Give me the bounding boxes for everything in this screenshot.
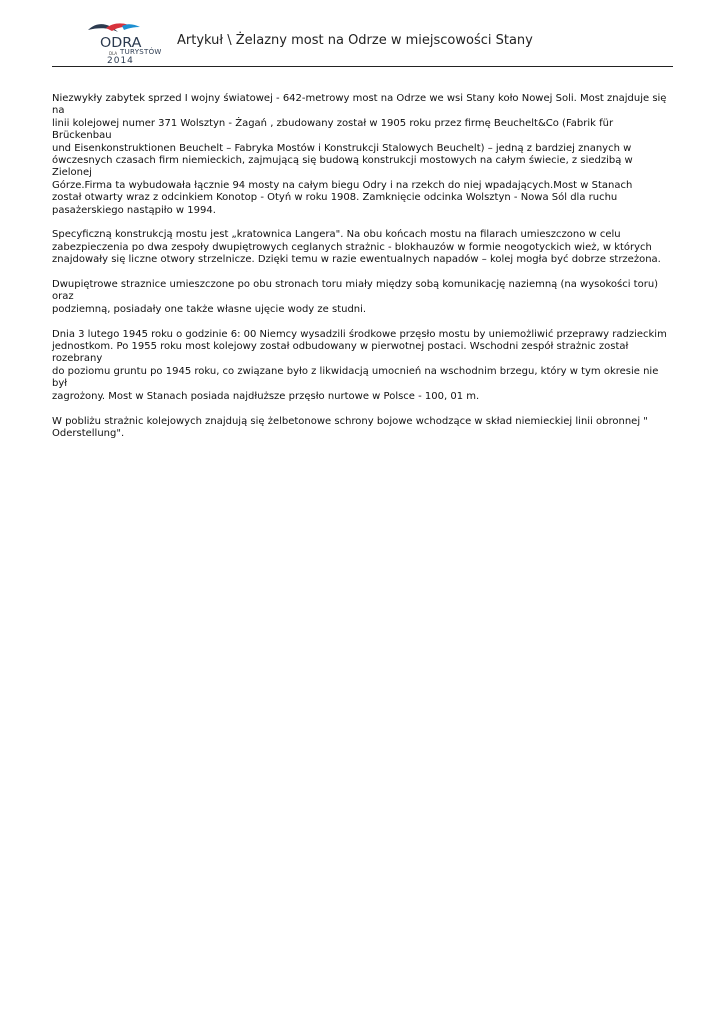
text-line: linii kolejowej numer 371 Wolsztyn - Żagań , zbudowany został w 1905 roku przez firmę Beuchelt&Co (Fabrik für Brückenbau <box>52 117 614 142</box>
page-title: Artykuł \ Żelazny most na Odrze w miejscowości Stany <box>177 33 533 48</box>
text-line: Niezwykły zabytek sprzed I wojny światowej - 642-metrowy most na Odrze we wsi Stany koło Nowej Soli. Most znajduje się na <box>52 93 667 117</box>
paragraph-history <box>52 93 673 217</box>
text-line: Oderstellung". <box>52 427 125 439</box>
page-header <box>52 14 673 67</box>
paragraph-construction <box>52 229 673 266</box>
logo-dla-text: DLA <box>109 51 118 56</box>
text-line: und Eisenkonstruktionen Beuchelt – Fabryka Mostów i Konstrukcji Stalowych Beuchelt) – jedną z bardziej znanych w <box>52 142 632 154</box>
text-line: Górze.Firma ta wybudowała łącznie 94 mosty na całym biegu Odry i na rzekch do niej wpadających.Most w Stanach <box>52 179 633 191</box>
text-line: ówczesnych czasach firm niemieckich, zajmującą się budową konstrukcji mostowych na całym świecie, z siedzibą w Zielonej <box>52 155 633 179</box>
text-line: pasażerskiego nastąpiło w 1994. <box>52 204 216 216</box>
text-line: zabezpieczenia po dwa zespoły dwupiętrowych ceglanych strażnic - blokhauzów w formie neogotyckich wież, w których <box>52 241 652 253</box>
text-line: został otwarty wraz z odcinkiem Konotop - Otyń w roku 1908. Zamknięcie odcinka Wolsztyn - Nowa Sól dla ruchu <box>52 192 618 204</box>
text-line: znajdowały się liczne otwory strzelnicze. Dzięki temu w razie ewentualnych napadów – kolej mogła być dobrze strzeżona. <box>52 254 661 266</box>
text-line: jednostkom. Po 1955 roku most kolejowy został odbudowany w pierwotnej postaci. Wschodni zespół strażnic został rozebrany <box>52 341 629 365</box>
text-line: zagrożony. Most w Stanach posiada najdłuższe przęsło nurtowe w Polsce - 100, 01 m. <box>52 390 480 402</box>
text-line: Dwupiętrowe straznice umieszczone po obu stronach toru miały między sobą komunikację naziemną (na wysokości toru) oraz <box>52 279 659 303</box>
article-body <box>52 93 673 453</box>
odra-logo <box>72 14 162 66</box>
text-line: Dnia 3 lutego 1945 roku o godzinie 6: 00 Niemcy wysadzili środkowe przęsło mostu by uniemożliwić przeprawy radzieckim <box>52 328 667 340</box>
paragraph-watchtowers <box>52 279 673 316</box>
logo-turystow-text: TURYSTÓW <box>120 48 162 56</box>
text-line: W pobliżu strażnic kolejowych znajdują się żelbetonowe schrony bojowe wchodzące w skład niemieckiej linii obronnej " <box>52 415 648 427</box>
logo-brand-text: ODRA <box>100 36 142 51</box>
text-line: podziemną, posiadały one także własne ujęcie wody ze studni. <box>52 303 367 315</box>
logo-year-text: 2014 <box>107 56 134 66</box>
paragraph-1945 <box>52 329 673 403</box>
text-line: Specyficzną konstrukcją mostu jest „kratownica Langera". Na obu końcach mostu na filarach umieszczono w celu <box>52 229 621 241</box>
paragraph-bunkers <box>52 416 673 441</box>
text-line: do poziomu gruntu po 1945 roku, co związane było z likwidacją umocnień na wschodnim brzegu, który w tym okresie nie był <box>52 365 659 390</box>
